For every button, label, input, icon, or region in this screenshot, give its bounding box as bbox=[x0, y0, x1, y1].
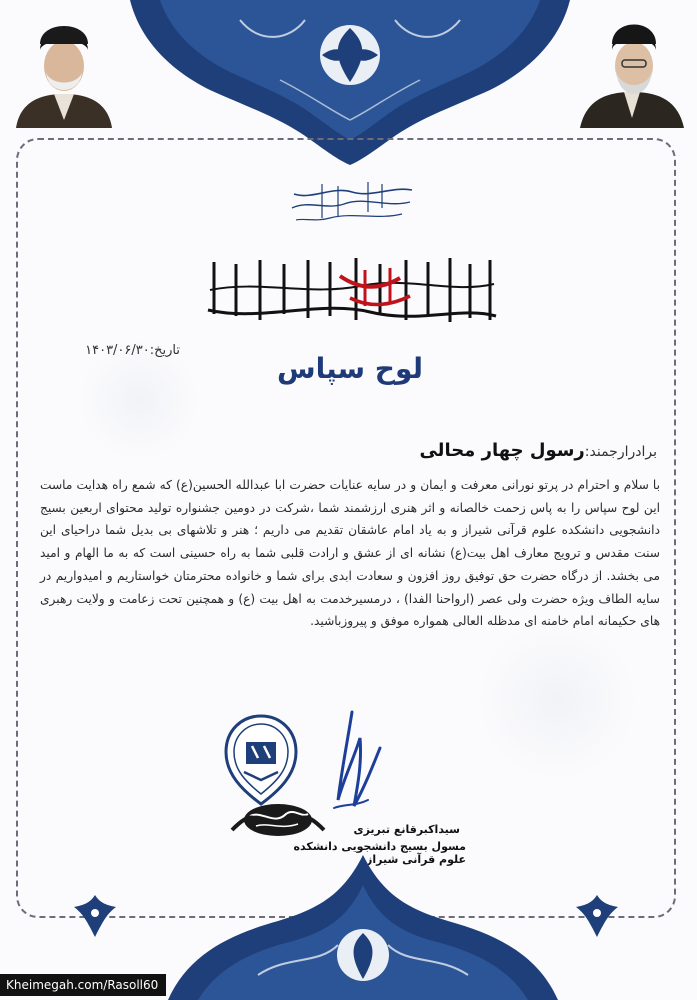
portrait-left-icon bbox=[10, 10, 118, 128]
recipient-greeting bbox=[419, 440, 657, 461]
basmala-calligraphy-icon bbox=[282, 178, 422, 228]
portrait-right-icon bbox=[578, 10, 686, 128]
hussain-calligraphy-icon bbox=[200, 250, 500, 330]
site-watermark: Kheimegah.com/Rasoll60 bbox=[0, 974, 166, 996]
issue-date: تاریخ:۱۴۰۳/۰۶/۳۰ bbox=[85, 343, 180, 358]
greeting-prefix: برادرارجمند: bbox=[584, 444, 657, 460]
certificate-body: با سلام و احترام در پرتو نورانی معرفت و ایمان و در سایه عنایات حضرت ابا عبدالله الحسین(ع) که شمع راه هدایت ماست این لوح سپاس را به پاس زحمت خالصانه و اثر هنری ارزشمند شما ،شرکت در دومین جشنواره تولید محتوای اربعین بسیج دانشجویی دانشکده علوم قرآنی شیراز و به یاد امام عاشقان تقدیم می داریم ؛ هنر و تلاشهای بی بدیل شما دراحیای این سنت مقدس و ترویج معارف اهل بیت(ع) نشانه ای از عشق و ارادت قلبی شما به راه حسینی است که به ما الهام و امید می بخشد. از درگاه حضرت حق توفیق روز افزون و سعادت ابدی برای شما و خانواده محترمتان خواستاریم و امیدواریم در سایه الطاف ویژه حضرت ولی عصر (ارواحنا الفدا) ، درمسیرخدمت به اهل بیت (ع) و همچنین تحت زعامت و ولایت رهبری های حکیمانه امام خامنه ای مدظله العالی همواره موفق و پیروزباشید. bbox=[40, 478, 660, 629]
signature-icon bbox=[320, 708, 390, 818]
recipient-name: رسول چهار محالی bbox=[419, 440, 585, 461]
bottom-ornament-icon bbox=[168, 855, 558, 1000]
left-floral-ornament-icon bbox=[70, 893, 120, 939]
right-floral-ornament-icon bbox=[572, 893, 622, 939]
signer-title: مسول بسیج دانشجویی دانشکده علوم قرآنی شیراز bbox=[293, 840, 466, 866]
globe-hands-icon bbox=[228, 796, 328, 838]
certificate-title: لوح سپاس bbox=[276, 352, 424, 385]
signer-name: سیداکبرقانع تبریزی bbox=[353, 823, 460, 836]
